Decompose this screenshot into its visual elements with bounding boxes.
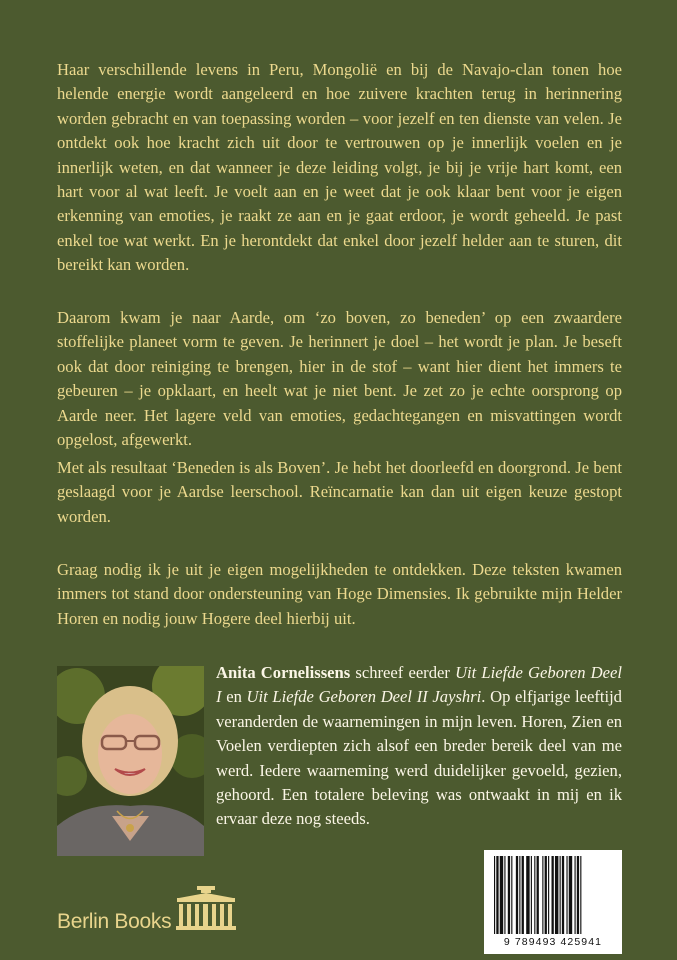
author-photo [57, 666, 204, 856]
isbn-number: 9 789493 425941 [503, 936, 603, 948]
blurb-paragraph-4: Graag nodig ik je uit je eigen mogelijkheden te ontdekken. Deze teksten kwamen immers tot stand door ondersteuning van Hoge Dimensies. Ik gebruikte mijn Helder Horen en nodig jouw Hogere deel hierbij uit. [57, 560, 622, 628]
blurb-paragraph-2: Daarom kwam je naar Aarde, om ‘zo boven, zo beneden’ op een zwaardere stoffelijke planeet vorm te geven. Je herinnert je doel – het wordt je plan. Je beseft ook dat door reiniging te brengen, hier in de stof – want hier dient het immers te gebeuren – je opklaart, en heelt wat je niet bent. Je zet zo je echte oorsprong op Aarde neer. Het lagere veld van emoties, gedachtegangen en misvattingen wordt opgelost, afgewerkt. [57, 308, 622, 450]
book-title-2: Uit Liefde Geboren Deel II Jayshri [246, 687, 482, 707]
publisher-logo [57, 890, 237, 934]
brandenburg-gate-icon [175, 886, 237, 934]
author-bio: Anita Cornelissens schreef eerder Uit Liefde Geboren Deel I en Uit Liefde Geboren Deel II Jayshri. Op elfjarige leeftijd veranderden de waarnemingen in mijn leven. Horen, Zien en Voelen verdiepten zich alsof een breder bereik deel van me werd. Iedere waarneming werd duidelijker gevoeld, gezien, gehoord. Een totalere beleving was ontwaakt in mij en ik ervaar deze nog steeds. [216, 663, 622, 829]
isbn-barcode [484, 850, 622, 954]
blurb-paragraph-3: Met als resultaat ‘Beneden is als Boven’. Je hebt het doorleefd en doorgrond. Je bent geslaagd voor je Aardse leerschool. Reïncarnatie kan dan uit eigen keuze gestopt worden. [57, 458, 622, 526]
publisher-name: Berlin Books [57, 910, 172, 933]
book-title-1: Uit Liefde Geboren Deel I [216, 663, 622, 707]
author-name: Anita Cornelissens [216, 663, 351, 682]
blurb-paragraph-1: Haar verschillende levens in Peru, Mongolië en bij de Navajo-clan tonen hoe helende energie wordt aangeleerd en hoe zuivere krachten terug in herinnering worden gebracht en van toepassing worden – voor jezelf en ten dienste van velen. Je ontdekt ook hoe kracht zich uit door te vertrouwen op je innerlijk voelen en je innerlijk weten, en dat wanneer je deze leiding volgt, je bij je vrije hart komt, een hart voor al wat leeft. Je voelt aan en je weet dat je ook klaar bent voor je eigen erkenning van emoties, je raakt ze aan en je gaat erdoor, je wordt geheeld. Je past enkel toe wat werkt. En je herontdekt dat enkel door jezelf helder aan te sturen, dit bereikt kan worden. [57, 60, 622, 275]
